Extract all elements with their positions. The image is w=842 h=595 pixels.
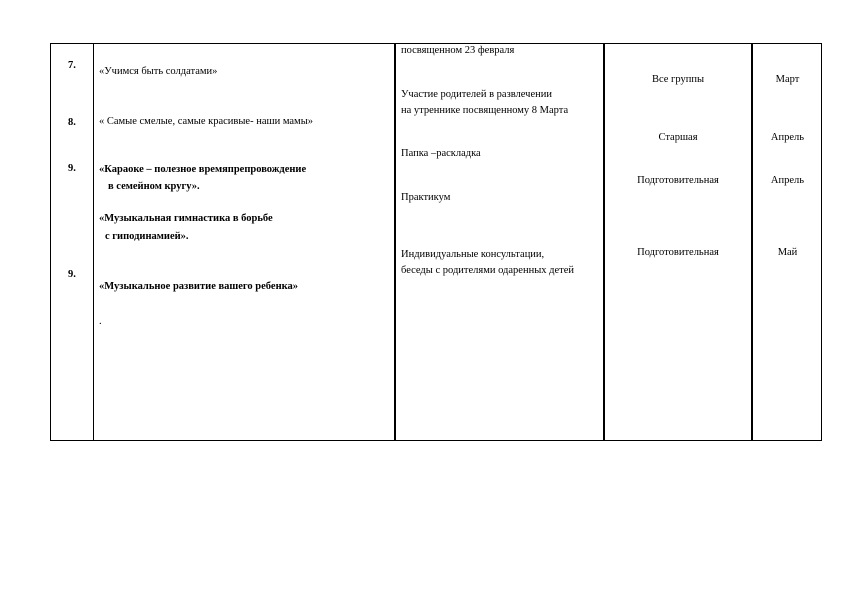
row-number: 9. <box>68 163 76 174</box>
work-form: Индивидуальные консультации, <box>401 249 545 260</box>
work-form: на утреннике посвященному 8 Марта <box>401 105 569 116</box>
month-cell: Апрель <box>770 175 805 186</box>
row-number: 9. <box>68 269 76 280</box>
work-form: Участие родителей в развлечении <box>401 89 552 100</box>
work-form: посвященном 23 февраля <box>401 45 515 56</box>
column-divider <box>93 43 94 441</box>
event-title: в семейном кругу». <box>108 181 200 192</box>
group-cell: Старшая <box>658 132 698 143</box>
event-title: «Учимся быть солдатами» <box>99 66 218 77</box>
stray-dot: . <box>99 316 102 327</box>
group-cell: Подготовительная <box>637 175 719 186</box>
event-title: «Музыкальная гимнастика в борьбе <box>99 213 273 224</box>
event-title: «Музыкальное развитие вашего ребенка» <box>99 281 299 292</box>
event-title: с гиподинамией». <box>105 231 189 242</box>
row-number: 8. <box>68 117 76 128</box>
group-cell: Подготовительная <box>637 247 719 258</box>
work-form: беседы с родителями одаренных детей <box>401 265 575 276</box>
group-cell: Все группы <box>651 74 705 85</box>
work-form: Папка –раскладка <box>401 148 481 159</box>
work-form: Практикум <box>401 192 451 203</box>
event-title: « Самые смелые, самые красивые- наши мамы» <box>99 116 314 127</box>
column-divider <box>394 43 396 441</box>
month-cell: Апрель <box>770 132 805 143</box>
month-cell: Март <box>775 74 800 85</box>
column-divider <box>751 43 753 441</box>
column-divider <box>603 43 605 441</box>
event-title: «Караоке – полезное времяпрепровождение <box>99 164 307 175</box>
month-cell: Май <box>777 247 798 258</box>
row-number: 7. <box>68 60 76 71</box>
